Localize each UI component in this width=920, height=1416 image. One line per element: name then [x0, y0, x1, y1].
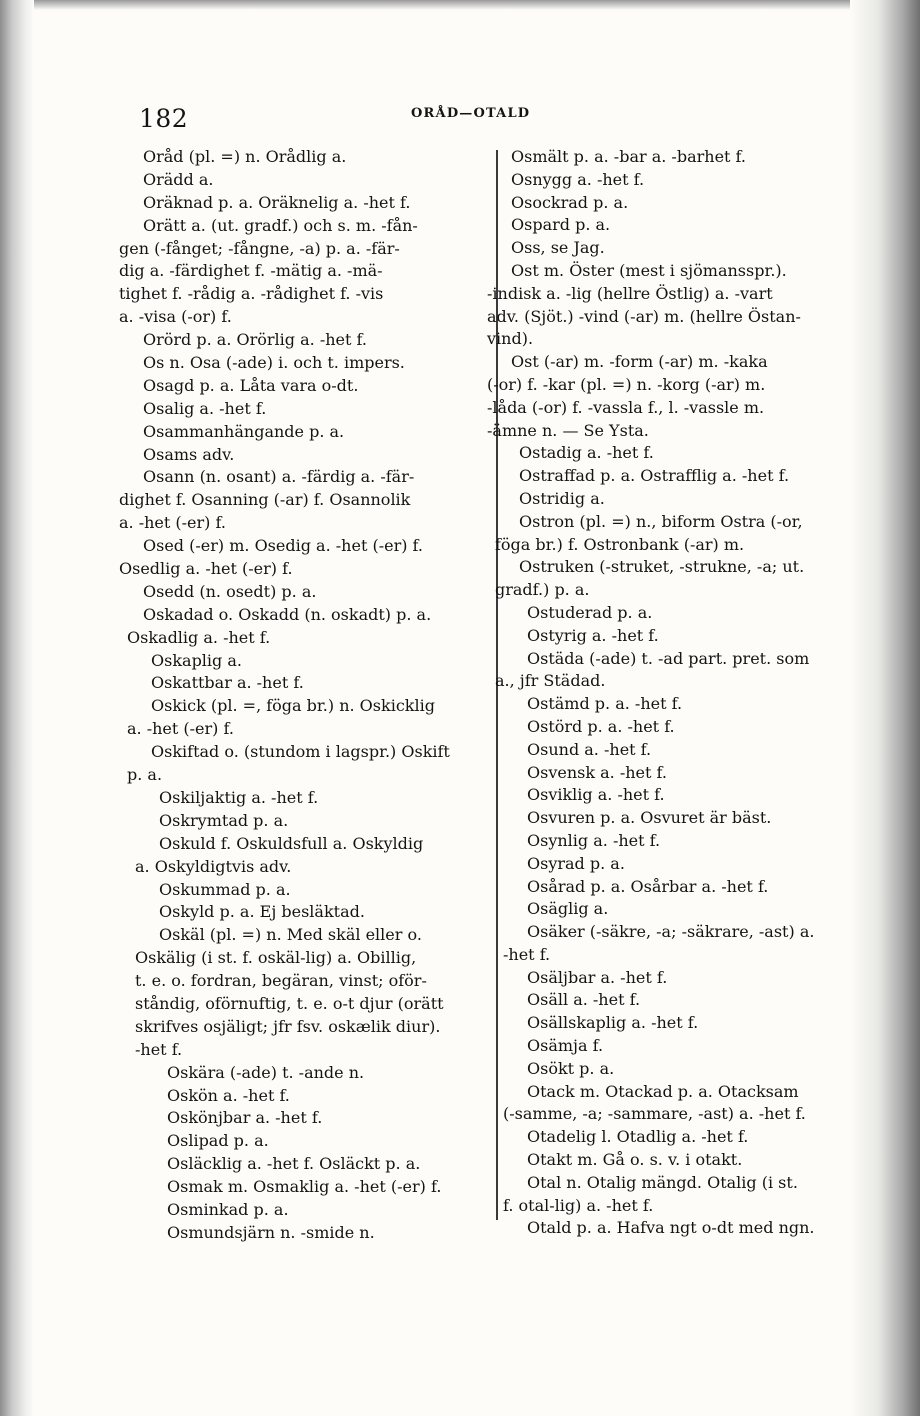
entry-line: Osmält p. a. -bar a. -barhet f.: [511, 147, 746, 166]
entry-line: Osedlig a. -het (-er) f.: [119, 559, 293, 579]
entry-line: -ämne n. — Se Ysta.: [487, 420, 649, 440]
entry-line: Osynlig a. -het f.: [527, 830, 661, 850]
entry-line: Oskyld p. a. Ej besläktad.: [159, 902, 365, 922]
entry-line: -het f.: [135, 1039, 183, 1059]
entry-line: Osläcklig a. -het f. Osläckt p. a.: [167, 1154, 421, 1174]
entry-line: Oskönjbar a. -het f.: [167, 1108, 323, 1128]
entry-line: Os n. Osa (-ade) i. och t. impers.: [143, 353, 405, 373]
entry-line: tighet f. -rådig a. -rådighet f. -vis: [119, 284, 384, 304]
entry-line: a. -het (-er) f.: [119, 513, 226, 533]
entry-line: Orädd a.: [143, 169, 214, 189]
entry-line: Osyrad p. a.: [527, 853, 625, 873]
entry-line: Ostruken (-struket, -strukne, -a; ut.: [519, 557, 805, 577]
entry-line: Ostyrig a. -het f.: [527, 625, 659, 645]
entry-line: Oråd (pl. =) n. Orådlig a.: [143, 147, 347, 166]
entry-line: Osvensk a. -het f.: [527, 762, 667, 782]
entry-line: Osämja f.: [527, 1036, 604, 1056]
right-column: [487, 146, 863, 1240]
entry-line: Otadelig l. Otadlig a. -het f.: [527, 1127, 749, 1147]
entry-line: Oskön a. -het f.: [167, 1085, 290, 1105]
entry-line: Osökt p. a.: [527, 1058, 615, 1078]
entry-line: Oskäl (pl. =) n. Med skäl eller o.: [159, 925, 422, 945]
entry-line: ståndig, oförnuftig, t. e. o-t djur (orätt: [135, 993, 444, 1013]
entry-line: Osminkad p. a.: [167, 1199, 289, 1219]
entry-line: Oskuld f. Oskuldsfull a. Oskyldig: [159, 833, 424, 853]
entry-line: f. otal-lig) a. -het f.: [503, 1195, 654, 1215]
entry-line: Osund a. -het f.: [527, 739, 652, 759]
entry-line: Ostraffad p. a. Ostrafflig a. -het f.: [519, 466, 790, 486]
entry-line: Oskaplig a.: [151, 650, 242, 670]
entry-line: -låda (-or) f. -vassla f., l. -vassle m.: [487, 397, 765, 417]
entry-line: Osvuren p. a. Osvuret är bäst.: [527, 808, 772, 828]
entry-line: Otal n. Otalig mängd. Otalig (i st.: [527, 1172, 798, 1192]
entry-line: Ostäda (-ade) t. -ad part. pret. som: [527, 648, 810, 668]
entry-line: Osagd p. a. Låta vara o-dt.: [143, 375, 359, 395]
entry-line: skrifves osjäligt; jfr fsv. oskælik diur).: [135, 1016, 441, 1036]
entry-line: Osedd (n. osedt) p. a.: [143, 581, 317, 601]
entry-line: -indisk a. -lig (hellre Östlig) a. -vart: [487, 283, 773, 303]
entry-line: dighet f. Osanning (-ar) f. Osannolik: [119, 490, 411, 510]
entry-line: Orätt a. (ut. gradf.) och s. m. -fån-: [143, 215, 418, 235]
entry-line: Osams adv.: [143, 444, 235, 464]
entry-line: Osnygg a. -het f.: [511, 169, 645, 189]
entry-line: Oskadad o. Oskadd (n. oskadt) p. a.: [143, 604, 432, 624]
entry-line: Ospard p. a.: [511, 215, 611, 235]
entry-line: Otald p. a. Hafva ngt o-dt med ngn.: [527, 1218, 815, 1238]
entry-line: Ost (-ar) m. -form (-ar) m. -kaka: [511, 352, 768, 372]
entry-line: Oslipad p. a.: [167, 1131, 269, 1151]
entry-line: Oskära (-ade) t. -ande n.: [167, 1062, 365, 1082]
entry-line: Ostämd p. a. -het f.: [527, 694, 683, 714]
entry-line: Osårad p. a. Osårbar a. -het f.: [527, 876, 769, 896]
entry-line: a., jfr Städad.: [495, 671, 606, 691]
entry-line: Oss, se Jag.: [511, 238, 605, 258]
entry-line: Otakt m. Gå o. s. v. i otakt.: [527, 1150, 743, 1170]
page-binding-shadow: [0, 0, 34, 1416]
entry-line: Otack m. Otackad p. a. Otacksam: [527, 1081, 799, 1101]
entry-line: Oskummad p. a.: [159, 879, 291, 899]
entry-line: Osann (n. osant) a. -färdig a. -fär-: [143, 467, 415, 487]
entry-line: Ostron (pl. =) n., biform Ostra (-or,: [519, 511, 803, 531]
page-number: 182: [139, 104, 189, 133]
entry-line: Ostadig a. -het f.: [519, 443, 654, 463]
entry-line: Osammanhängande p. a.: [143, 421, 345, 441]
page-top-shadow: [0, 0, 920, 10]
left-column: [119, 146, 485, 1245]
entry-line: adv. (Sjöt.) -vind (-ar) m. (hellre Östan-: [487, 306, 801, 326]
entry-line: a. -het (-er) f.: [127, 719, 234, 739]
entry-line: -het f.: [503, 944, 551, 964]
entry-line: Osäljbar a. -het f.: [527, 967, 668, 987]
entry-line: gen (-fånget; -fångne, -a) p. a. -fär-: [119, 238, 400, 258]
entry-line: Oskattbar a. -het f.: [151, 673, 304, 693]
running-head: ORÅD—OTALD: [411, 106, 531, 121]
entry-line: t. e. o. fordran, begäran, vinst; oför-: [135, 971, 427, 991]
entry-line: Osed (-er) m. Osedig a. -het (-er) f.: [143, 536, 423, 556]
entry-line: Oskick (pl. =, föga br.) n. Oskicklig: [151, 696, 435, 716]
entry-line: Osmak m. Osmaklig a. -het (-er) f.: [167, 1177, 442, 1197]
entry-line: p. a.: [127, 765, 163, 785]
entry-line: (-or) f. -kar (pl. =) n. -korg (-ar) m.: [487, 374, 766, 394]
entry-line: Oskiljaktig a. -het f.: [159, 787, 319, 807]
entry-line: Ostörd p. a. -het f.: [527, 716, 675, 736]
entry-line: Osäglig a.: [527, 899, 609, 919]
entry-line: Oskadlig a. -het f.: [127, 627, 271, 647]
entry-line: dig a. -färdighet f. -mätig a. -mä-: [119, 261, 383, 281]
entry-line: Orörd p. a. Orörlig a. -het f.: [143, 330, 367, 350]
entry-line: Oskiftad o. (stundom i lagspr.) Oskift: [151, 742, 450, 762]
entry-line: Osmundsjärn n. -smide n.: [167, 1222, 375, 1242]
entry-line: a. -visa (-or) f.: [119, 307, 232, 327]
entry-line: Osalig a. -het f.: [143, 398, 267, 418]
entry-line: gradf.) p. a.: [495, 580, 590, 600]
entry-line: Osäker (-säkre, -a; -säkrare, -ast) a.: [527, 922, 815, 942]
entry-line: vind).: [487, 329, 534, 349]
entry-line: Osällskaplig a. -het f.: [527, 1013, 699, 1033]
entry-line: Oskrymtad p. a.: [159, 810, 289, 830]
entry-line: Osockrad p. a.: [511, 192, 629, 212]
entry-line: Oskälig (i st. f. oskäl-lig) a. Obillig,: [135, 948, 417, 968]
entry-line: Osviklig a. -het f.: [527, 785, 665, 805]
entry-line: Ostuderad p. a.: [527, 602, 653, 622]
entry-line: Ost m. Öster (mest i sjömansspr.).: [511, 260, 787, 280]
entry-line: Oräknad p. a. Oräknelig a. -het f.: [143, 192, 411, 212]
entry-line: a. Oskyldigtvis adv.: [135, 856, 292, 876]
entry-line: Osäll a. -het f.: [527, 990, 641, 1010]
entry-line: Ostridig a.: [519, 488, 605, 508]
entry-line: föga br.) f. Ostronbank (-ar) m.: [495, 534, 745, 554]
entry-line: (-samme, -a; -sammare, -ast) a. -het f.: [503, 1104, 806, 1124]
